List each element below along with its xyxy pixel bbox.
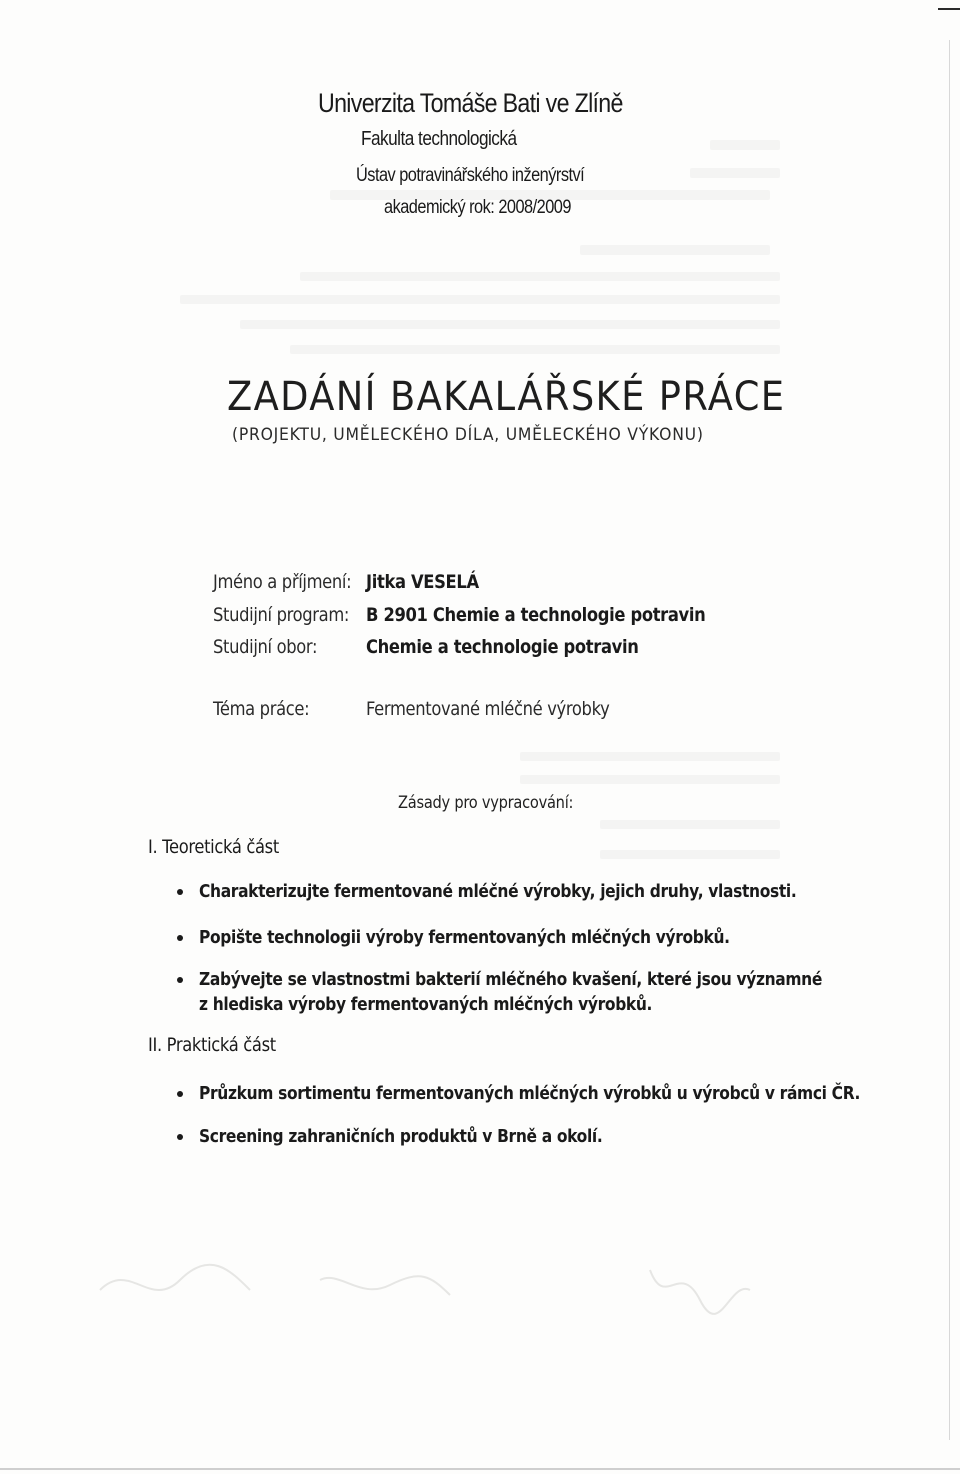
name-value: Jitka VESELÁ xyxy=(366,571,479,593)
academic-year: akademický rok: 2008/2009 xyxy=(384,197,571,218)
theory-section-heading: I. Teoretická část xyxy=(148,836,279,858)
practical-item: Průzkum sortimentu fermentovaných mléčných výrobků u výrobců v rámci ČR. xyxy=(199,1083,861,1104)
program-value: B 2901 Chemie a technologie potravin xyxy=(366,604,706,626)
practical-item: Screening zahraničních produktů v Brně a okolí. xyxy=(199,1126,603,1147)
field-of-study-value: Chemie a technologie potravin xyxy=(366,636,639,658)
theory-item: Charakterizujte fermentované mléčné výrobky, jejich druhy, vlastnosti. xyxy=(199,881,797,902)
theory-item-continuation: z hlediska výroby fermentovaných mléčných výrobků. xyxy=(199,994,653,1015)
program-label: Studijní program: xyxy=(213,604,350,626)
bullet-dot xyxy=(177,1091,183,1097)
document-subtitle: (PROJEKTU, UMĚLECKÉHO DÍLA, UMĚLECKÉHO VÝKONU) xyxy=(232,425,704,445)
name-label: Jméno a příjmení: xyxy=(213,571,352,593)
principles-heading: Zásady pro vypracování: xyxy=(398,793,574,813)
show-through-signatures xyxy=(90,1250,790,1330)
topic-label: Téma práce: xyxy=(213,698,310,720)
university-name: Univerzita Tomáše Bati ve Zlíně xyxy=(318,88,623,118)
show-through-mark xyxy=(180,295,780,304)
topic-value: Fermentované mléčné výrobky xyxy=(366,698,610,720)
edge-line xyxy=(949,40,950,1440)
show-through-mark xyxy=(710,140,780,150)
bullet-dot xyxy=(177,935,183,941)
show-through-mark xyxy=(580,245,770,255)
show-through-mark xyxy=(600,850,780,859)
show-through-mark xyxy=(290,345,780,354)
show-through-mark xyxy=(520,752,780,761)
show-through-mark xyxy=(600,820,780,829)
bottom-edge-line xyxy=(0,1468,960,1470)
bullet-dot xyxy=(177,977,183,983)
practical-section-heading: II. Praktická část xyxy=(148,1034,276,1056)
field-of-study-label: Studijní obor: xyxy=(213,636,318,658)
faculty-name: Fakulta technologická xyxy=(361,128,517,150)
show-through-mark xyxy=(690,168,780,178)
bullet-dot xyxy=(177,1134,183,1140)
edge-mark xyxy=(938,8,960,10)
theory-item: Popište technologii výroby fermentovaných mléčných výrobků. xyxy=(199,927,730,948)
theory-item: Zabývejte se vlastnostmi bakterií mléčného kvašení, které jsou významné xyxy=(199,969,823,990)
bullet-dot xyxy=(177,889,183,895)
show-through-mark xyxy=(520,775,780,784)
document-title: ZADÁNÍ BAKALÁŘSKÉ PRÁCE xyxy=(227,374,786,420)
show-through-mark xyxy=(300,272,780,281)
show-through-mark xyxy=(240,320,780,329)
institute-name: Ústav potravinářského inženýrství xyxy=(356,165,585,186)
